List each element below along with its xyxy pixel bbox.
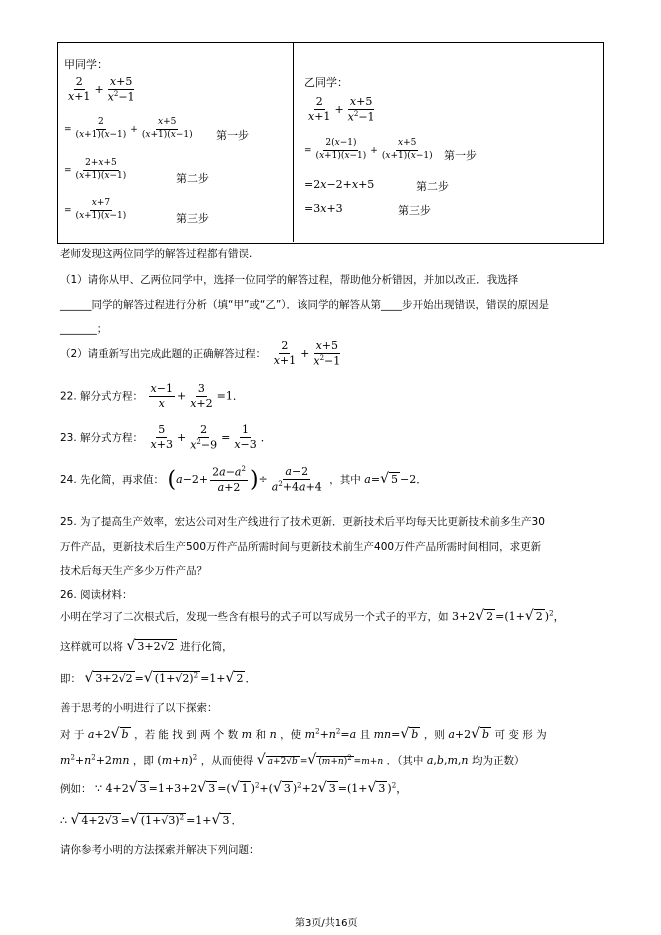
m6-line: $m^2+n^2+2mn$ ，即 $(m+n)^2$ ，从而使得 √ a+2√b =√ $(m+n)^2 =m+n$ ．（其中 a,b,m,n 均为正数） (60, 752, 525, 768)
jia-line-1: = $\frac{2}{(x+1)(x-1)}$ + $\frac{x+5}{(x+1)(x-1)}$ (64, 117, 193, 140)
m3-text: 即： (60, 673, 81, 685)
m8-line: ∴ √ 4+2√3 =√ $(1+√3)^2 =1+√$ 3 ． (60, 812, 243, 828)
q25-line3: 技术后每天生产多少万件产品？ (60, 565, 207, 577)
q25-line1: 25. 为了提高生产效率，宏达公司对生产线进行了技术更新．更新技术后平均每天比更新技术前多生产30 (60, 516, 545, 528)
q2-line: （2）请重新写出完成此题的正确解答过程： $\frac{2}{x+1}$ + $\frac{x+5}{x^2-1}$ (60, 339, 341, 368)
m5e-text: 且 (359, 729, 371, 741)
q24-line: 24. 先化简，再求值： (a−2+ $\frac{2a-a^2}{a+2}$ )÷ $\frac{a-2}{a^2+4a+4}$ ，其中 a=√ 5 −2． (60, 465, 428, 494)
m2a-text: 这样就可以将 (60, 641, 123, 653)
q22-text: 22. 解分式方程： (60, 390, 144, 403)
q22-line: 22. 解分式方程： $\frac{x-1}{x}$ + $\frac{3}{x+2}$ =1． (60, 382, 244, 411)
m5f-text: ，则 (423, 729, 445, 741)
jia-step1: 第一步 (216, 129, 249, 142)
yi-title: 乙同学： (304, 76, 348, 89)
jia-step2: 第二步 (176, 172, 209, 185)
m3-line: 即： √ 3+2√2 =√ $(1+√2)^2 =1+√$ 2 ． (60, 670, 257, 686)
m7-line: 例如： ∵ 4+2√ 3 =1+3+2√ 3 =(√ 1 )$^2$+(√ 3 )$^2$+2√ 3 =(1+√ 3 )$^2$， (60, 780, 408, 796)
q1-line1: （1）请你从甲、乙两位同学中，选择一位同学的解答过程，帮助他分析错因，并加以改正．我选择 (60, 274, 519, 286)
m7-text: 例如： (60, 783, 92, 795)
yi-step2: 第二步 (416, 180, 449, 193)
jia-line-3: = $\frac{x+7}{(x+1)(x-1)}$ (64, 198, 127, 221)
q1-line3: _______； (60, 323, 108, 335)
m5g-text: 可 变 形 为 (494, 729, 547, 741)
m6c-text: ．（其中 (386, 755, 424, 767)
q25-line2: 万件产品，更新技术后生产500万件产品所需时间与更新技术前生产400万件产品所需时间相同，求更新 (60, 541, 542, 553)
m6d-text: 均为正数） (472, 755, 525, 767)
yi-line-0: $\frac{2}{x+1}$ + $\frac{x+5}{x^2-1}$ (308, 95, 375, 124)
teacher-found: 老师发现这两位同学的解答过程都有错误. (60, 248, 253, 260)
m5-line: 对 于 a+2√ b ，若 能 找 到 两 个 数 m 和 n ，使 $m^2+n^2=a$ 且 mn=√ b ，则 a+2√ b 可 变 形 为 (60, 726, 547, 742)
m6a-text: ，即 (132, 755, 154, 767)
yi-line-2: =2x−2+x+5 (304, 178, 375, 191)
yi-line-1: = $\frac{2(x-1)}{(x+1)(x-1)}$ + $\frac{x+5}{(x+1)(x-1)}$ (304, 138, 433, 161)
m1-line: 小明在学习了二次根式后，发现一些含有根号的式子可以写成另一个式子的平方，如 3+2√ 2 =(1+√ 2 )$^2$， (60, 608, 565, 624)
q24-text: 24. 先化简，再求值： (60, 473, 165, 486)
jia-line-0: $\frac{2}{x+1}$ + $\frac{x+5}{x^2-1}$ (68, 75, 135, 104)
m6b-text: ，从而使得 (200, 755, 254, 767)
yi-step3: 第三步 (398, 204, 431, 217)
m5b-text: ，若 能 找 到 两 个 数 (134, 729, 239, 741)
yi-step1: 第一步 (444, 149, 477, 162)
jia-line-2: = $\frac{2+x+5}{(x+1)(x-1)}$ (64, 158, 127, 181)
m5c-text: 和 (255, 729, 267, 741)
m2b-text: 进行化简， (180, 641, 233, 653)
q23-text: 23. 解分式方程： (60, 431, 144, 444)
m9-text: 请你参考小明的方法探索并解决下列问题： (60, 844, 260, 856)
jia-title: 甲同学： (64, 58, 108, 71)
m1-text: 小明在学习了二次根式后，发现一些含有根号的式子可以写成另一个式子的平方，如 (60, 611, 449, 623)
q1-line2: ______同学的解答过程进行分析（填“甲”或“乙”）．该同学的解答从第____步开始出现错误，错误的原因是 (60, 299, 550, 311)
m4-text: 善于思考的小明进行了以下探索： (60, 702, 218, 714)
q24-where: ，其中 (329, 473, 361, 486)
jia-step3: 第三步 (176, 212, 209, 225)
m5d-text: ，使 (280, 729, 302, 741)
q26-title: 26. 阅读材料： (60, 589, 133, 601)
q23-line: 23. 解分式方程： $\frac{5}{x+3}$ + $\frac{2}{x^2-9}$ = $\frac{1}{x-3}$ ． (60, 423, 272, 452)
yi-line-3: =3x+3 (304, 202, 343, 215)
m5a-text: 对 于 (60, 729, 85, 741)
solution-divider (293, 42, 294, 242)
page-footer: 第3页/共16页 (295, 918, 358, 929)
q2-text: （2）请重新写出完成此题的正确解答过程： (60, 347, 267, 360)
m2-line: 这样就可以将 √ 3+2√2 进行化简， (60, 638, 233, 654)
